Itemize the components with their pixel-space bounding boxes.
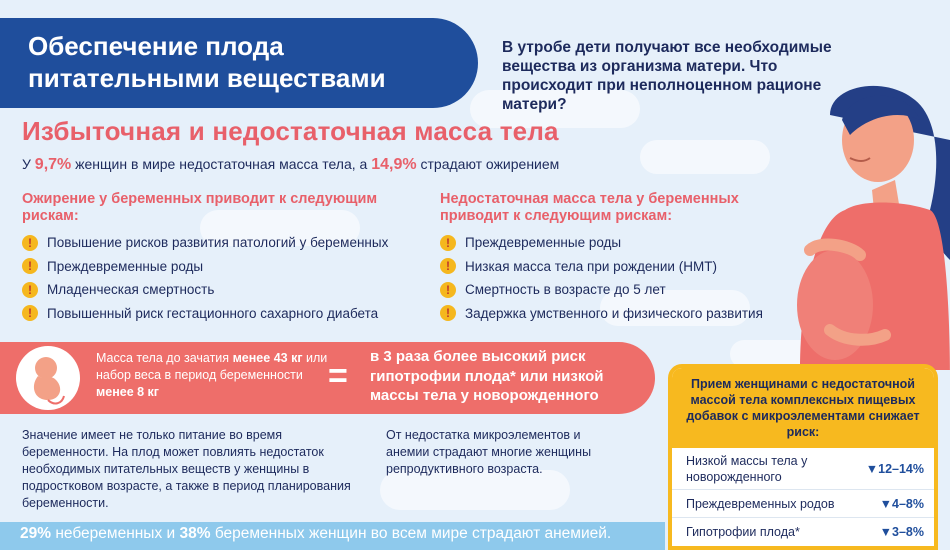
nutrition-paragraph: Значение имеет не только питание во время беременности. На плод может повлиять недостаток необходимых питательных веществ у женщины в подростковом возрасте, а также в период планирования беременности. — [22, 428, 351, 510]
table-row — [672, 490, 934, 518]
risk-reduction-value: ▼12–14% — [865, 461, 924, 476]
list-item: ! Повышенный риск гестационного сахарного диабета — [22, 302, 432, 326]
list-item: ! Преждевременные роды — [440, 231, 800, 255]
stat-prefix: У — [22, 156, 31, 172]
stat-value-underweight: 9,7% — [34, 156, 72, 173]
background-cloud — [640, 140, 770, 174]
stat-value-obesity: 14,9% — [371, 156, 417, 173]
table-row — [672, 448, 934, 490]
stat-middle: женщин в мире недостаточная масса тела, а — [75, 156, 368, 172]
obesity-risks — [22, 191, 432, 325]
risk-reduction-value: ▼3–8% — [879, 525, 924, 539]
risk-label: Низкой массы тела у новорожденного — [686, 453, 808, 484]
list-item: ! Преждевременные роды — [22, 255, 432, 279]
page-title: Обеспечение плода питательными веществами — [28, 31, 386, 93]
anemia-paragraph: От недостатка микроэлементов и анемии страдают многие женщины репродуктивного возраста. — [386, 428, 592, 476]
intro-text: В утробе дети получают все необходимые вещества из организма матери. Что происходит при неполноценном рационе матери? — [502, 39, 832, 113]
underweight-risks — [440, 191, 800, 325]
risk-result-text: в 3 раза более высокий риск гипотрофии плода* или низкой массы тела у новорожденного — [370, 348, 604, 404]
risk-reduction-value: ▼4–8% — [879, 496, 924, 511]
supplement-box-title: Прием женщинами с недостаточной массой тела комплексных пищевых добавок с микроэлементами снижает риск: — [672, 368, 934, 448]
equals-sign: = — [328, 357, 348, 395]
stat-suffix: страдают ожирением — [420, 156, 560, 172]
risk-label: Преждевременных родов — [686, 496, 835, 511]
risk-label: Гипотрофии плода* — [686, 525, 800, 539]
exclamation-icon: ! — [440, 305, 456, 321]
fetus-icon — [16, 346, 80, 410]
exclamation-icon: ! — [22, 258, 38, 274]
exclamation-icon: ! — [440, 235, 456, 251]
exclamation-icon: ! — [22, 282, 38, 298]
exclamation-icon: ! — [440, 282, 456, 298]
list-item: ! Смертность в возрасте до 5 лет — [440, 278, 800, 302]
exclamation-icon: ! — [440, 258, 456, 274]
list-item: ! Повышение рисков развития патологий у беременных — [22, 231, 432, 255]
pregnant-woman-illustration — [790, 80, 950, 370]
exclamation-icon: ! — [22, 305, 38, 321]
table-row — [672, 518, 934, 546]
list-item: ! Младенческая смертность — [22, 278, 432, 302]
list-item: ! Низкая масса тела при рождении (НМТ) — [440, 255, 800, 279]
obesity-risks-title: Ожирение у беременных приводит к следующим рискам: — [22, 191, 378, 224]
underweight-risks-title: Недостаточная масса тела у беременных приводит к следующим рискам: — [440, 191, 739, 224]
stat-line — [22, 156, 559, 174]
anemia-banner-text: 29% небеременных и 38% беременных женщин во всем мире страдают анемией. — [20, 525, 612, 542]
exclamation-icon: ! — [22, 235, 38, 251]
supplement-box — [668, 364, 938, 550]
weight-condition-text: Масса тела до зачатия менее 43 кг или набор веса в период беременности менее 8 кг — [96, 351, 328, 399]
fetus-icon-circle — [16, 346, 80, 410]
section-title: Избыточная и недостаточная масса тела — [22, 116, 559, 146]
list-item: ! Задержка умственного и физического развития — [440, 302, 800, 326]
